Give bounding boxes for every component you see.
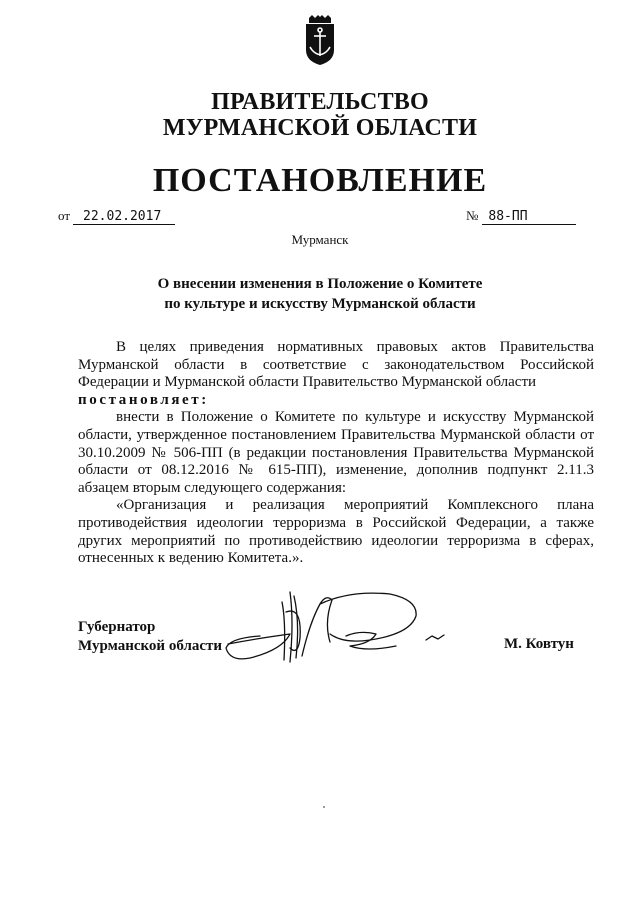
document-subject: [0, 274, 640, 314]
role-line1: Губернатор: [78, 619, 156, 635]
subject-line1: О внесении изменения в Положение о Комитете: [157, 276, 483, 292]
city: Мурманск: [291, 232, 349, 247]
date-block: [58, 208, 175, 225]
number-label: №: [466, 208, 479, 223]
number-block: [466, 208, 576, 225]
scan-speck: [323, 806, 325, 808]
org-name-line1: ПРАВИТЕЛЬСТВО: [211, 89, 429, 115]
handwritten-signature: [220, 582, 470, 672]
date-label: от: [58, 208, 71, 223]
signatory-name: М. Ковтун: [504, 636, 574, 652]
signatory-role: [78, 618, 222, 656]
document-date: 22.02.2017: [73, 209, 175, 225]
subject-line2: по культуре и искусству Мурманской области: [164, 296, 476, 312]
coat-of-arms-icon: [303, 14, 337, 66]
decree-word: постановляет:: [78, 391, 209, 408]
document-body: [78, 339, 594, 568]
document-number: 88-ПП: [482, 209, 576, 225]
decision-paragraph: внести в Положение о Комитете по культуре и искусству Мурманской области, утвержденное постановлением Правительства Мурманской области от 30.10.2009 № 506-ПП (в редакции постановления Правительства Мурманской области от 08.12.2016 № 615-ПП), изменение, дополнив подпункт 2.11.3 абзацем вторым следующего содержания:: [78, 409, 594, 496]
document-type: ПОСТАНОВЛЕНИЕ: [152, 162, 488, 199]
quote-paragraph: «Организация и реализация мероприятий Комплексного плана противодействия идеологии терроризма в Российской Федерации, а также других мероприятий по противодействию идеологии терроризма в сферах, отнесенных к ведению Комитета.».: [78, 497, 594, 567]
org-name-line2: МУРМАНСКОЙ ОБЛАСТИ: [162, 115, 478, 141]
role-line2: Мурманской области: [78, 638, 223, 654]
preamble-paragraph: В целях приведения нормативных правовых актов Правительства Мурманской области в соответствие с законодательством Российской Федерации и Мурманской области Правительство Мурманской области: [78, 339, 594, 391]
